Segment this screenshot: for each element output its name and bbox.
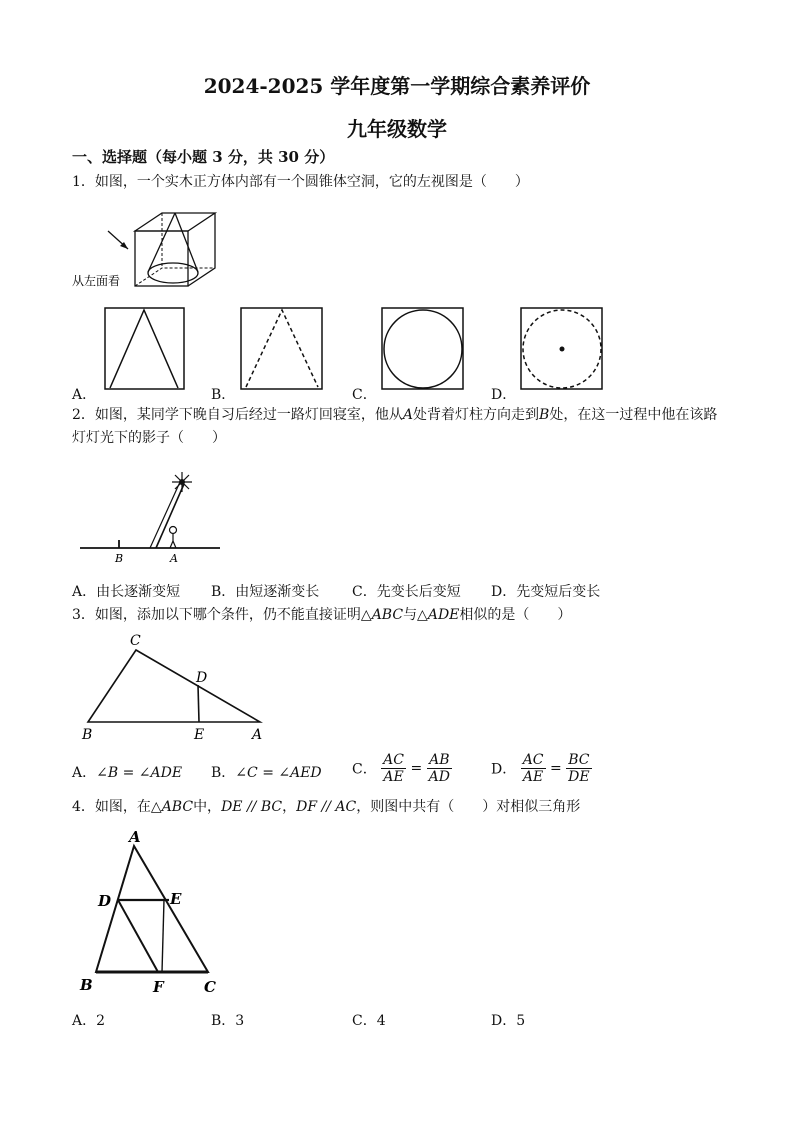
- q4-option-c[interactable]: C．4: [352, 1013, 386, 1029]
- q2-var-a: A: [402, 407, 414, 423]
- q3-option-d[interactable]: [491, 752, 592, 785]
- q3-option-b[interactable]: [211, 762, 322, 782]
- q1-option-a-figure: [104, 307, 186, 391]
- q1-option-d-figure: [520, 307, 604, 391]
- q3-triangle-figure: [78, 628, 278, 746]
- q1-option-a[interactable]: A．: [72, 387, 97, 403]
- section-heading: 一、选择题（每小题 3 分，共 30 分）: [72, 148, 335, 166]
- q2-var-b: B: [539, 407, 550, 423]
- q4-label-e: E: [170, 890, 182, 908]
- q3-triangle-2: ADE: [427, 607, 460, 623]
- q4-label-d: D: [98, 892, 112, 910]
- question-2-stem-line2: 灯灯光下的影子（ ）: [72, 430, 226, 446]
- question-3-stem: [72, 604, 571, 626]
- exam-title: 2024-2025 学年度第一学期综合素养评价: [203, 74, 591, 98]
- q4-condition-1: DE // BC: [221, 799, 283, 815]
- q2-stem-part2: 处背着灯柱方向走到: [413, 407, 540, 423]
- q3-c-num2: AB: [427, 752, 452, 769]
- q3-stem-part1: 3．如图，添加以下哪个条件，仍不能直接证明△: [72, 607, 372, 623]
- q2-stem-part3: 处，在这一过程中他在该路: [549, 407, 718, 423]
- q1-option-b-figure: [240, 307, 324, 391]
- q2-option-a[interactable]: A．由长逐渐变短: [72, 584, 181, 600]
- q4-label-a: A: [129, 828, 141, 846]
- q1-option-d[interactable]: D．: [491, 387, 517, 403]
- person-icon: [170, 527, 177, 549]
- q1-option-b[interactable]: B．: [211, 387, 236, 403]
- q4-label-f: F: [153, 978, 164, 996]
- q3-stem-part3: 相似的是（ ）: [459, 607, 572, 623]
- q4-option-a[interactable]: A．2: [72, 1013, 106, 1029]
- q4-option-b[interactable]: B．3: [211, 1013, 245, 1029]
- q1-option-c-figure: [381, 307, 465, 391]
- q2-option-d[interactable]: D．先变短后变长: [491, 584, 601, 600]
- q4-condition-2: DF // AC: [296, 799, 357, 815]
- q3-d-num2: BC: [566, 752, 591, 769]
- q3-option-d-frac2: [566, 752, 591, 785]
- q3-d-num1: AC: [522, 752, 544, 768]
- exam-subtitle: 九年级数学: [347, 117, 447, 141]
- q4-label-b: B: [80, 976, 93, 994]
- q3-label-d: D: [196, 670, 208, 686]
- q2-option-b[interactable]: B．由短逐渐变长: [211, 584, 320, 600]
- q2-stem-part1: 2．如图，某同学下晚自习后经过一路灯回寝室，他从: [72, 407, 403, 423]
- q3-d-den1: AE: [522, 769, 544, 785]
- q3-option-c[interactable]: [352, 752, 452, 785]
- q3-c-eq: =: [410, 760, 423, 777]
- q3-option-d-label: D．: [491, 761, 517, 778]
- q3-c-den2: AD: [428, 769, 450, 785]
- q3-option-a[interactable]: [72, 762, 182, 782]
- q3-option-a-label: A．: [72, 765, 97, 781]
- q3-option-c-frac2: [427, 752, 452, 785]
- q3-label-e: E: [194, 727, 205, 743]
- q2-label-a: A: [170, 552, 178, 565]
- q2-label-b: B: [115, 552, 124, 565]
- question-4-stem: [72, 796, 580, 818]
- question-1-stem: 1．如图，一个实木正方体内部有一个圆锥体空洞，它的左视图是（ ）: [72, 174, 529, 190]
- q3-c-den1: AE: [383, 769, 404, 785]
- q3-label-a: A: [252, 727, 263, 743]
- q1-cube-figure: [70, 203, 230, 293]
- q3-d-den2: DE: [568, 769, 590, 785]
- q3-option-b-label: B．: [211, 765, 236, 781]
- q3-option-d-frac1: [521, 752, 546, 785]
- q4-label-c: C: [204, 978, 216, 996]
- q4-stem-part1: 4．如图，在△: [72, 799, 162, 815]
- q4-separator: ，: [282, 799, 297, 815]
- q4-option-d[interactable]: D．5: [491, 1013, 526, 1029]
- q3-c-num1: AC: [383, 752, 404, 768]
- question-2-stem: [72, 404, 732, 426]
- q2-option-c[interactable]: C．先变长后变短: [352, 584, 461, 600]
- q3-option-a-text: ∠B = ∠ADE: [96, 765, 183, 781]
- q3-option-c-label: C．: [352, 761, 377, 778]
- q4-stem-part2: 中，: [193, 799, 222, 815]
- q3-option-c-frac1: [381, 752, 406, 785]
- q3-label-c: C: [130, 633, 141, 649]
- q4-stem-part3: ，则图中共有（ ）对相似三角形: [356, 799, 581, 815]
- q4-triangle-figure: [76, 826, 236, 998]
- q1-view-label: 从左面看: [72, 274, 121, 288]
- q3-label-b: B: [82, 727, 93, 743]
- q2-streetlight-figure: [78, 462, 228, 568]
- q3-triangle-1: ABC: [371, 607, 404, 623]
- q3-stem-part2: 与△: [403, 607, 428, 623]
- q3-d-eq: =: [549, 760, 562, 777]
- q4-triangle: ABC: [161, 799, 194, 815]
- q3-option-b-text: ∠C = ∠AED: [235, 765, 322, 781]
- q1-option-c[interactable]: C．: [352, 387, 377, 403]
